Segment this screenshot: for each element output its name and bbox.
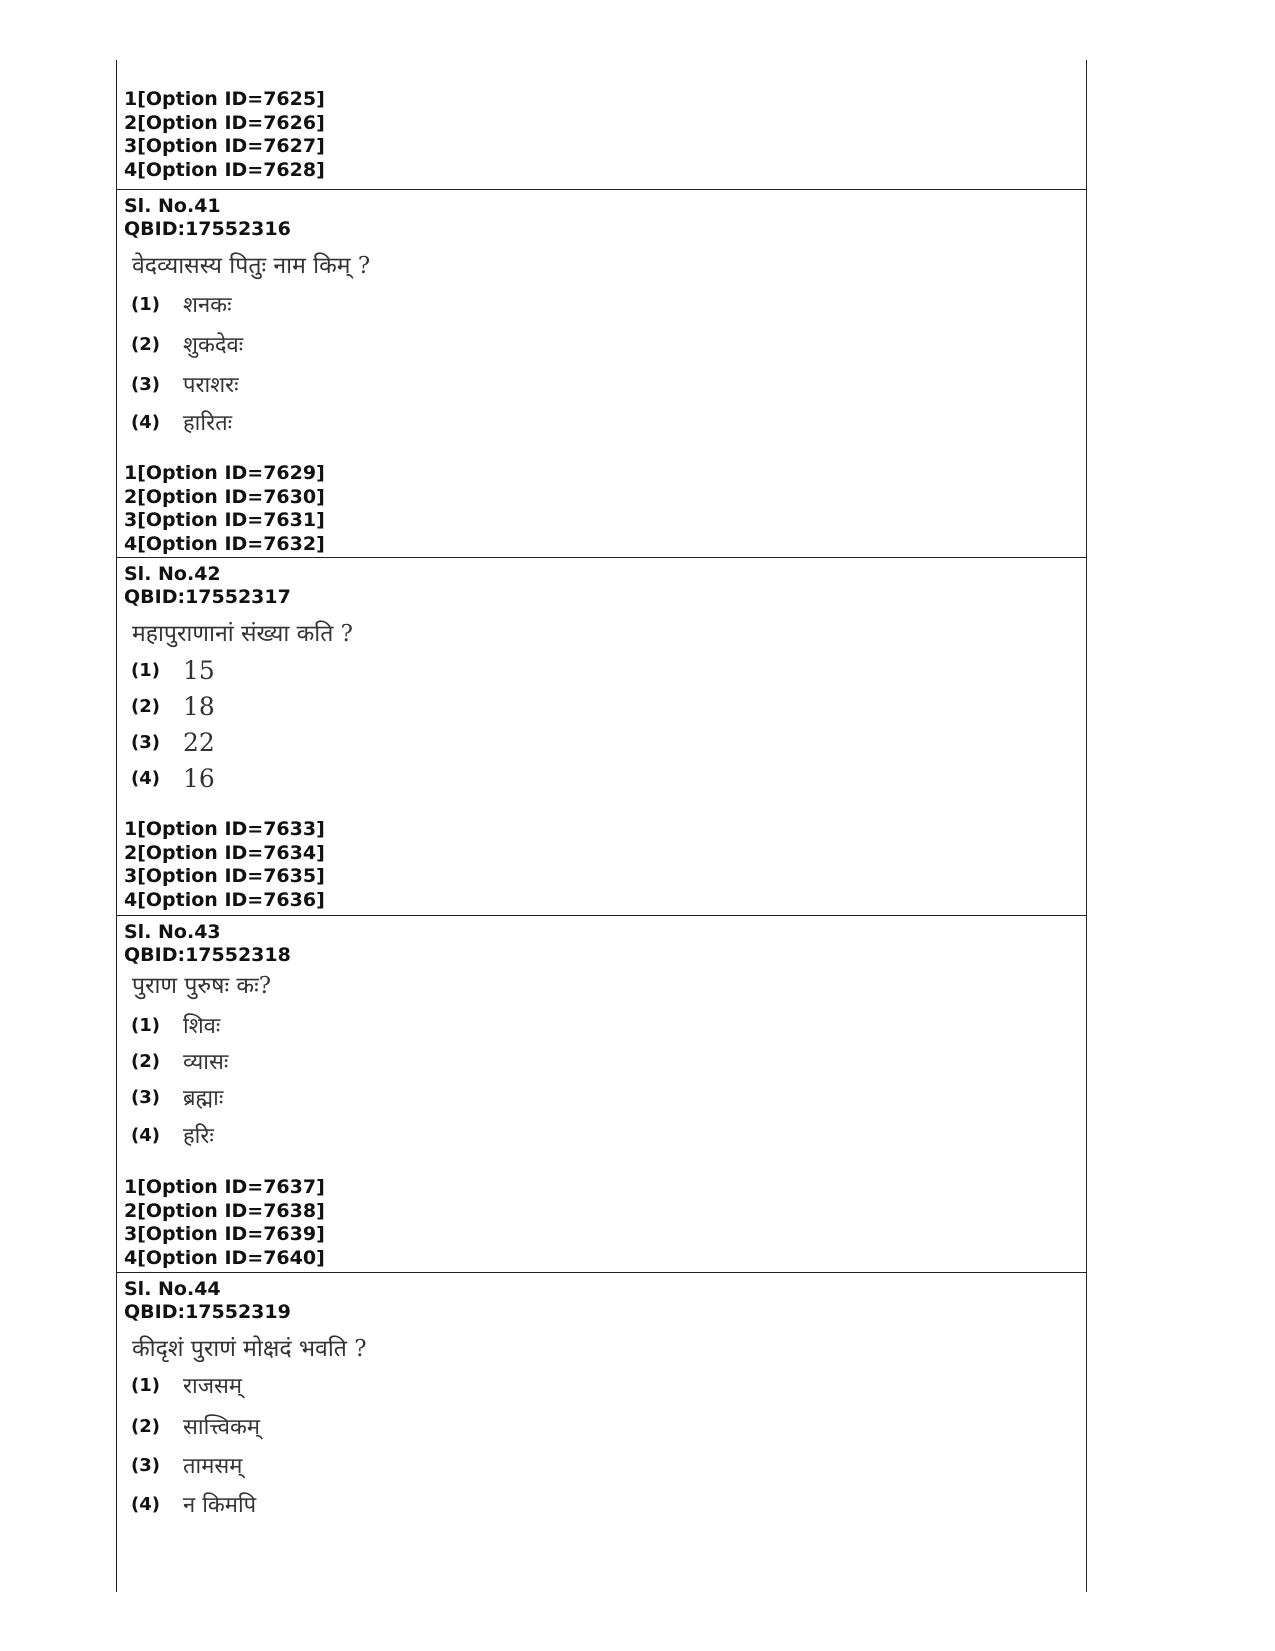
option-id: 3[Option ID=7627] xyxy=(124,135,325,157)
option-row xyxy=(131,329,243,359)
serial-number: Sl. No.42 xyxy=(124,563,221,585)
option-text: सात्त्विकम् xyxy=(183,1415,261,1440)
question-text: वेदव्यासस्य पितुः नाम किम् ? xyxy=(132,253,371,279)
qbid: QBID:17552318 xyxy=(124,944,291,966)
option-row xyxy=(131,1370,242,1400)
option-row xyxy=(131,369,239,399)
option-id: 4[Option ID=7632] xyxy=(124,532,325,555)
option-text: 18 xyxy=(183,691,215,721)
option-id: 2[Option ID=7626] xyxy=(124,111,325,134)
question-text: कीदृशं पुराणं मोक्षदं भवति ? xyxy=(132,1336,367,1362)
option-id-list xyxy=(124,88,325,182)
option-text: शनकः xyxy=(183,293,232,318)
option-text: शुकदेवः xyxy=(183,333,244,358)
option-number: (3) xyxy=(131,373,160,395)
option-text: हरिः xyxy=(183,1124,214,1149)
option-row xyxy=(131,1046,228,1076)
option-text: 22 xyxy=(183,727,215,757)
option-number: (4) xyxy=(131,767,160,789)
qbid: QBID:17552316 xyxy=(124,218,291,240)
question-block xyxy=(117,189,1086,557)
option-text: 16 xyxy=(183,763,215,793)
option-number: (1) xyxy=(131,659,160,681)
option-row xyxy=(131,691,215,721)
option-row xyxy=(131,1450,242,1480)
question-block xyxy=(117,915,1086,1272)
option-number: (3) xyxy=(131,1454,160,1476)
option-id: 3[Option ID=7631] xyxy=(124,509,325,531)
option-text: ब्रह्माः xyxy=(183,1086,224,1111)
question-sheet xyxy=(116,60,1087,1592)
option-row xyxy=(131,289,232,319)
option-number: (1) xyxy=(131,293,160,315)
option-number: (2) xyxy=(131,1050,160,1072)
option-id: 3[Option ID=7639] xyxy=(124,1223,325,1245)
option-id-list xyxy=(124,818,325,912)
option-number: (4) xyxy=(131,1493,160,1515)
serial-number: Sl. No.44 xyxy=(124,1278,221,1300)
option-number: (2) xyxy=(131,695,160,717)
option-row xyxy=(131,655,215,685)
question-block xyxy=(117,557,1086,915)
option-id: 1[Option ID=7625] xyxy=(124,88,325,110)
option-text: न किमपि xyxy=(183,1493,257,1518)
option-id: 4[Option ID=7636] xyxy=(124,888,325,911)
option-text: राजसम् xyxy=(183,1374,243,1399)
option-number: (4) xyxy=(131,411,160,433)
option-row xyxy=(131,1082,223,1112)
option-id: 1[Option ID=7629] xyxy=(124,462,325,484)
option-number: (2) xyxy=(131,1415,160,1437)
option-number: (1) xyxy=(131,1374,160,1396)
option-row xyxy=(131,1411,260,1441)
option-number: (3) xyxy=(131,1086,160,1108)
option-id-list xyxy=(124,462,325,556)
option-text: तामसम् xyxy=(183,1454,243,1479)
serial-number: Sl. No.41 xyxy=(124,195,221,217)
option-id: 3[Option ID=7635] xyxy=(124,865,325,887)
question-text: पुराण पुरुषः कः? xyxy=(132,973,272,999)
option-text: पराशरः xyxy=(183,373,239,398)
option-number: (4) xyxy=(131,1124,160,1146)
option-row xyxy=(131,727,215,757)
option-id: 4[Option ID=7640] xyxy=(124,1246,325,1269)
qbid: QBID:17552317 xyxy=(124,586,291,608)
option-row xyxy=(131,1120,214,1150)
option-text: व्यासः xyxy=(183,1050,229,1075)
option-id: 2[Option ID=7638] xyxy=(124,1199,325,1222)
qbid: QBID:17552319 xyxy=(124,1301,291,1323)
option-row xyxy=(131,763,215,793)
option-text: 15 xyxy=(183,655,215,685)
option-number: (2) xyxy=(131,333,160,355)
option-row xyxy=(131,1489,256,1519)
option-text: हारितः xyxy=(183,411,233,436)
option-id: 2[Option ID=7630] xyxy=(124,485,325,508)
option-number: (1) xyxy=(131,1014,160,1036)
question-text: महापुराणानां संख्या कति ? xyxy=(132,621,353,647)
serial-number: Sl. No.43 xyxy=(124,921,221,943)
option-id: 4[Option ID=7628] xyxy=(124,158,325,181)
option-row xyxy=(131,407,232,437)
option-number: (3) xyxy=(131,731,160,753)
question-block xyxy=(117,1272,1086,1592)
option-id: 1[Option ID=7633] xyxy=(124,818,325,840)
option-id: 2[Option ID=7634] xyxy=(124,841,325,864)
option-text: शिवः xyxy=(183,1014,221,1039)
option-row xyxy=(131,1010,220,1040)
option-id: 1[Option ID=7637] xyxy=(124,1176,325,1198)
prev-question-tail xyxy=(117,60,1086,189)
option-id-list xyxy=(124,1176,325,1270)
